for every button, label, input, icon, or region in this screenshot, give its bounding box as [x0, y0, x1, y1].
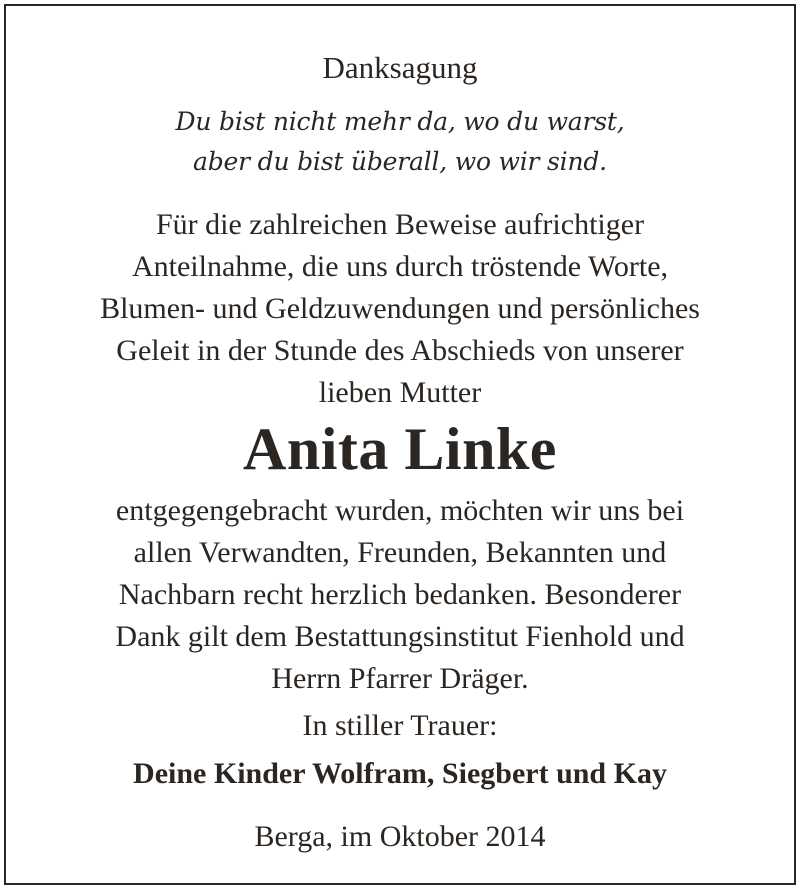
- thanks-line: Nachbarn recht herzlich bedanken. Besonderer: [118, 578, 682, 611]
- thanks-paragraph: [6, 490, 794, 700]
- thanks-line: Dank gilt dem Bestattungsinstitut Fienhold und: [115, 620, 685, 653]
- thanks-line: allen Verwandten, Freunden, Bekannten und: [133, 536, 667, 569]
- intro-paragraph: [6, 204, 794, 414]
- intro-line: Anteilnahme, die uns durch tröstende Worte,: [131, 250, 669, 283]
- quote-line: Du bist nicht mehr da, wo du warst,: [175, 107, 625, 136]
- quote-line: aber du bist überall, wo wir sind.: [193, 147, 607, 176]
- intro-line: Für die zahlreichen Beweise aufrichtiger: [155, 208, 645, 241]
- intro-line: Geleit in der Stunde des Abschieds von unserer: [116, 334, 684, 367]
- thanks-line: Herrn Pfarrer Dräger.: [271, 662, 529, 695]
- deceased-name: Anita Linke: [243, 416, 557, 482]
- family-signature: Deine Kinder Wolfram, Siegbert und Kay: [133, 757, 667, 790]
- intro-line: lieben Mutter: [318, 376, 482, 409]
- mourning-label: In stiller Trauer:: [302, 709, 498, 742]
- place-and-date: Berga, im Oktober 2014: [254, 820, 546, 853]
- memorial-quote: [6, 102, 794, 182]
- obituary-notice-card: [4, 4, 796, 885]
- thanks-line: entgegengebracht wurden, möchten wir uns bei: [115, 494, 685, 527]
- notice-heading: Danksagung: [322, 50, 478, 85]
- intro-line: Blumen- und Geldzuwendungen und persönliches: [100, 292, 700, 325]
